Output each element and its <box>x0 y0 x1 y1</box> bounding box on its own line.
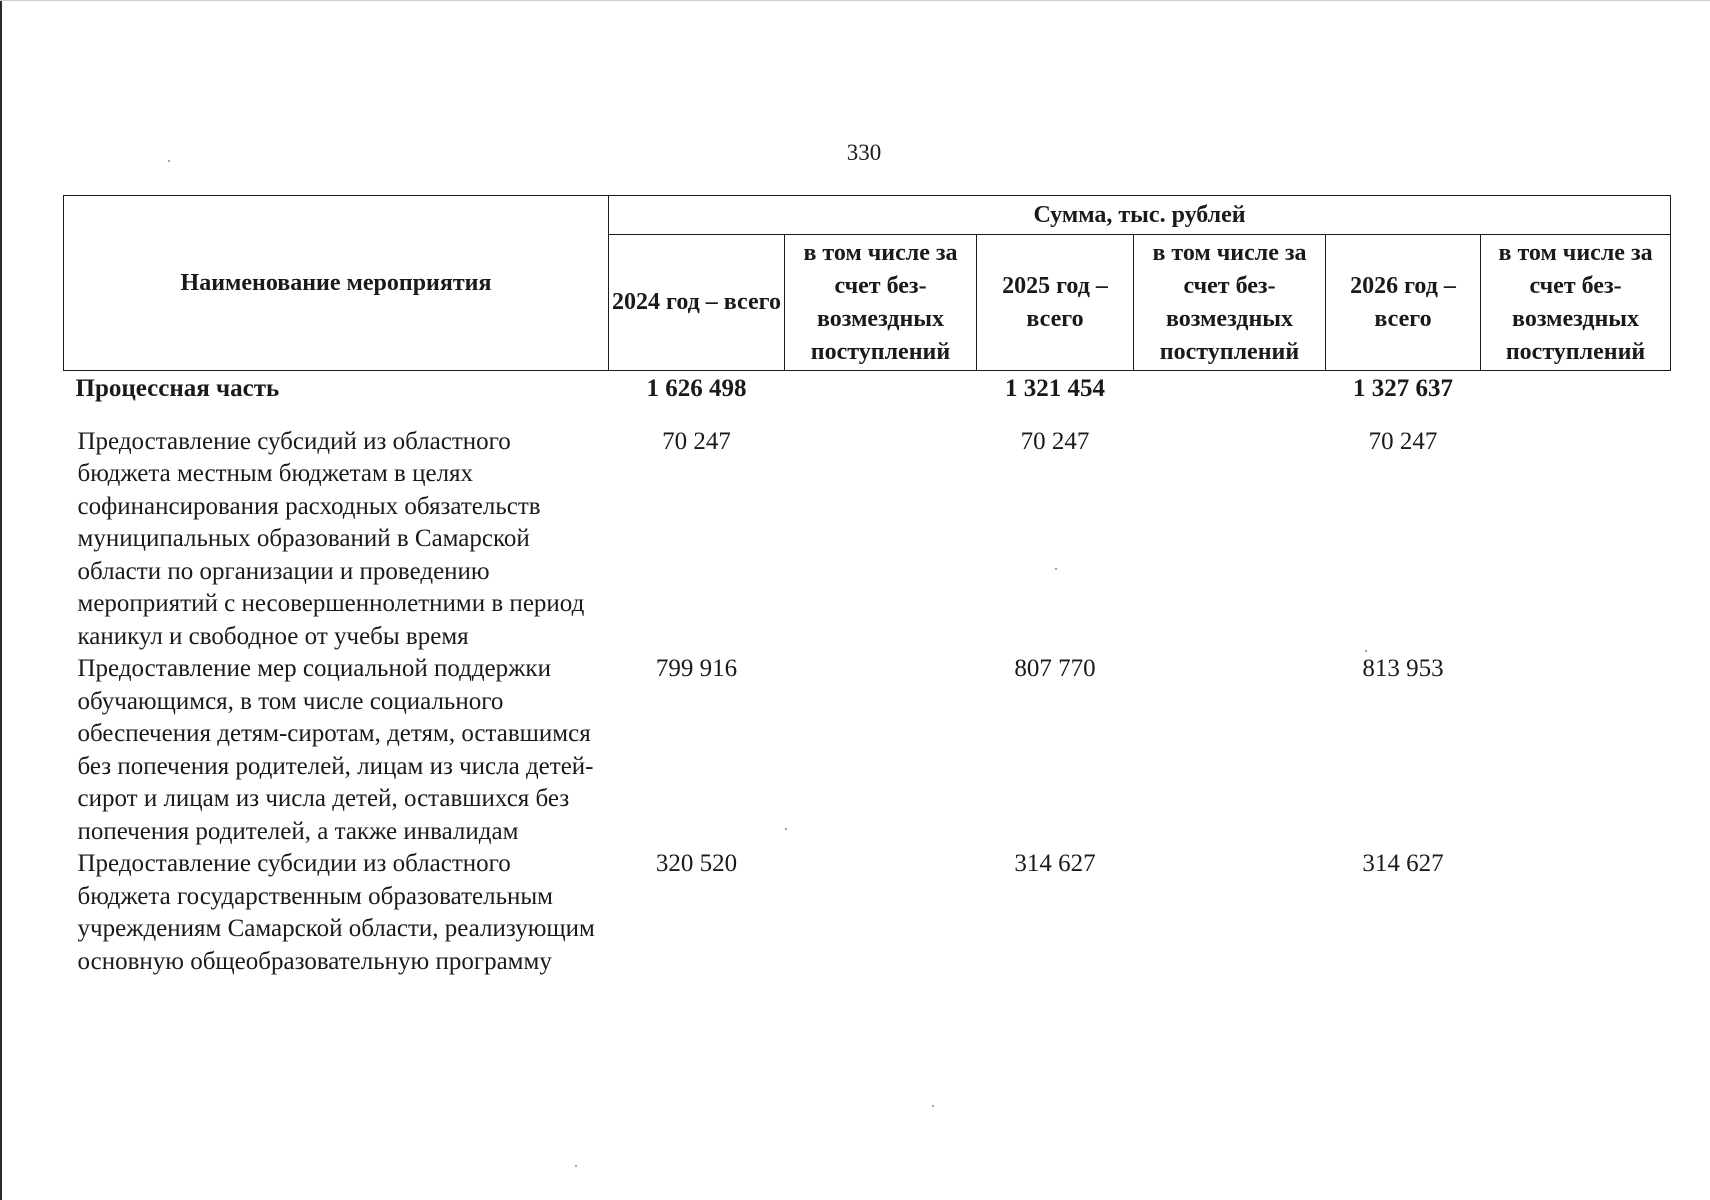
row-2026-total: 813 953 <box>1362 655 1444 682</box>
row-name: Предоставление субсидий из областного бюджета местным бюджетам в целях софинансирования расходных обязательств муниципальных образований в Самарской области по организации и проведению мероприятий с несовершеннолетними в период каникул и свободное от учебы время <box>77 427 585 650</box>
row-2024-total: 799 916 <box>655 655 738 682</box>
row-2024-gratuitous <box>785 426 977 654</box>
scan-edge-left <box>0 0 2 1200</box>
row-2025-total: 807 770 <box>1014 655 1096 682</box>
spacer-row <box>64 406 1671 426</box>
row-2025-total: 314 627 <box>1014 850 1096 877</box>
table-row <box>64 653 1671 848</box>
section-2025-total: 1 321 454 <box>1005 375 1105 402</box>
header-2025-gratuitous: в том числе за счет без-возмездных поступлений <box>1134 235 1326 371</box>
section-name: Процессная часть <box>75 375 280 402</box>
header-name: Наименование мероприятия <box>64 196 609 371</box>
table-row <box>64 426 1671 654</box>
row-2026-total: 314 627 <box>1362 850 1444 877</box>
row-2024-total: 320 520 <box>655 850 738 877</box>
header-sum-group: Сумма, тыс. рублей <box>609 196 1671 235</box>
section-2024-total: 1 626 498 <box>646 375 747 402</box>
header-2026-total: 2026 год – всего <box>1326 235 1481 371</box>
header-2024-gratuitous: в том числе за счет без-возмездных поступлений <box>785 235 977 371</box>
section-2026-gratuitous <box>1481 371 1671 406</box>
scan-speck <box>575 1165 577 1167</box>
row-name: Предоставление субсидии из областного бюджета государственным образовательным учреждениям Самарской области, реализующим основную общеобразовательную программу <box>77 850 595 975</box>
row-2025-gratuitous <box>1134 848 1326 978</box>
scan-speck <box>932 1105 934 1107</box>
row-2024-gratuitous <box>785 848 977 978</box>
section-2026-total: 1 327 637 <box>1353 375 1453 402</box>
row-2025-total: 70 247 <box>1020 427 1090 455</box>
row-2024-total: 70 247 <box>662 427 731 455</box>
table-row <box>64 848 1671 978</box>
scan-speck <box>785 828 787 830</box>
scan-speck <box>1365 650 1367 652</box>
section-row <box>64 371 1671 406</box>
row-2025-gratuitous <box>1134 653 1326 848</box>
header-2026-gratuitous: в том числе за счет без-возмездных поступлений <box>1481 235 1671 371</box>
section-2024-gratuitous <box>785 371 977 406</box>
header-2024-total: 2024 год – всего <box>609 235 785 371</box>
row-2026-gratuitous <box>1481 653 1671 848</box>
row-2026-total: 70 247 <box>1368 427 1438 455</box>
scan-speck <box>1055 568 1057 570</box>
row-2026-gratuitous <box>1481 426 1671 654</box>
row-2025-gratuitous <box>1134 426 1326 654</box>
header-2025-total: 2025 год – всего <box>977 235 1134 371</box>
section-2025-gratuitous <box>1134 371 1326 406</box>
row-2026-gratuitous <box>1481 848 1671 978</box>
row-name: Предоставление мер социальной поддержки обучающимся, в том числе социального обеспечения детям-сиротам, детям, оставшимся без попечения родителей, лицам из числа детей-сирот и лицам из числа детей, оставшихся без попечения родителей, а также инвалидам <box>77 655 594 845</box>
row-2024-gratuitous <box>785 653 977 848</box>
budget-table <box>63 195 1671 978</box>
scan-edge-top <box>0 0 1710 1</box>
page-number: 330 <box>846 140 882 165</box>
scan-speck <box>168 160 170 162</box>
